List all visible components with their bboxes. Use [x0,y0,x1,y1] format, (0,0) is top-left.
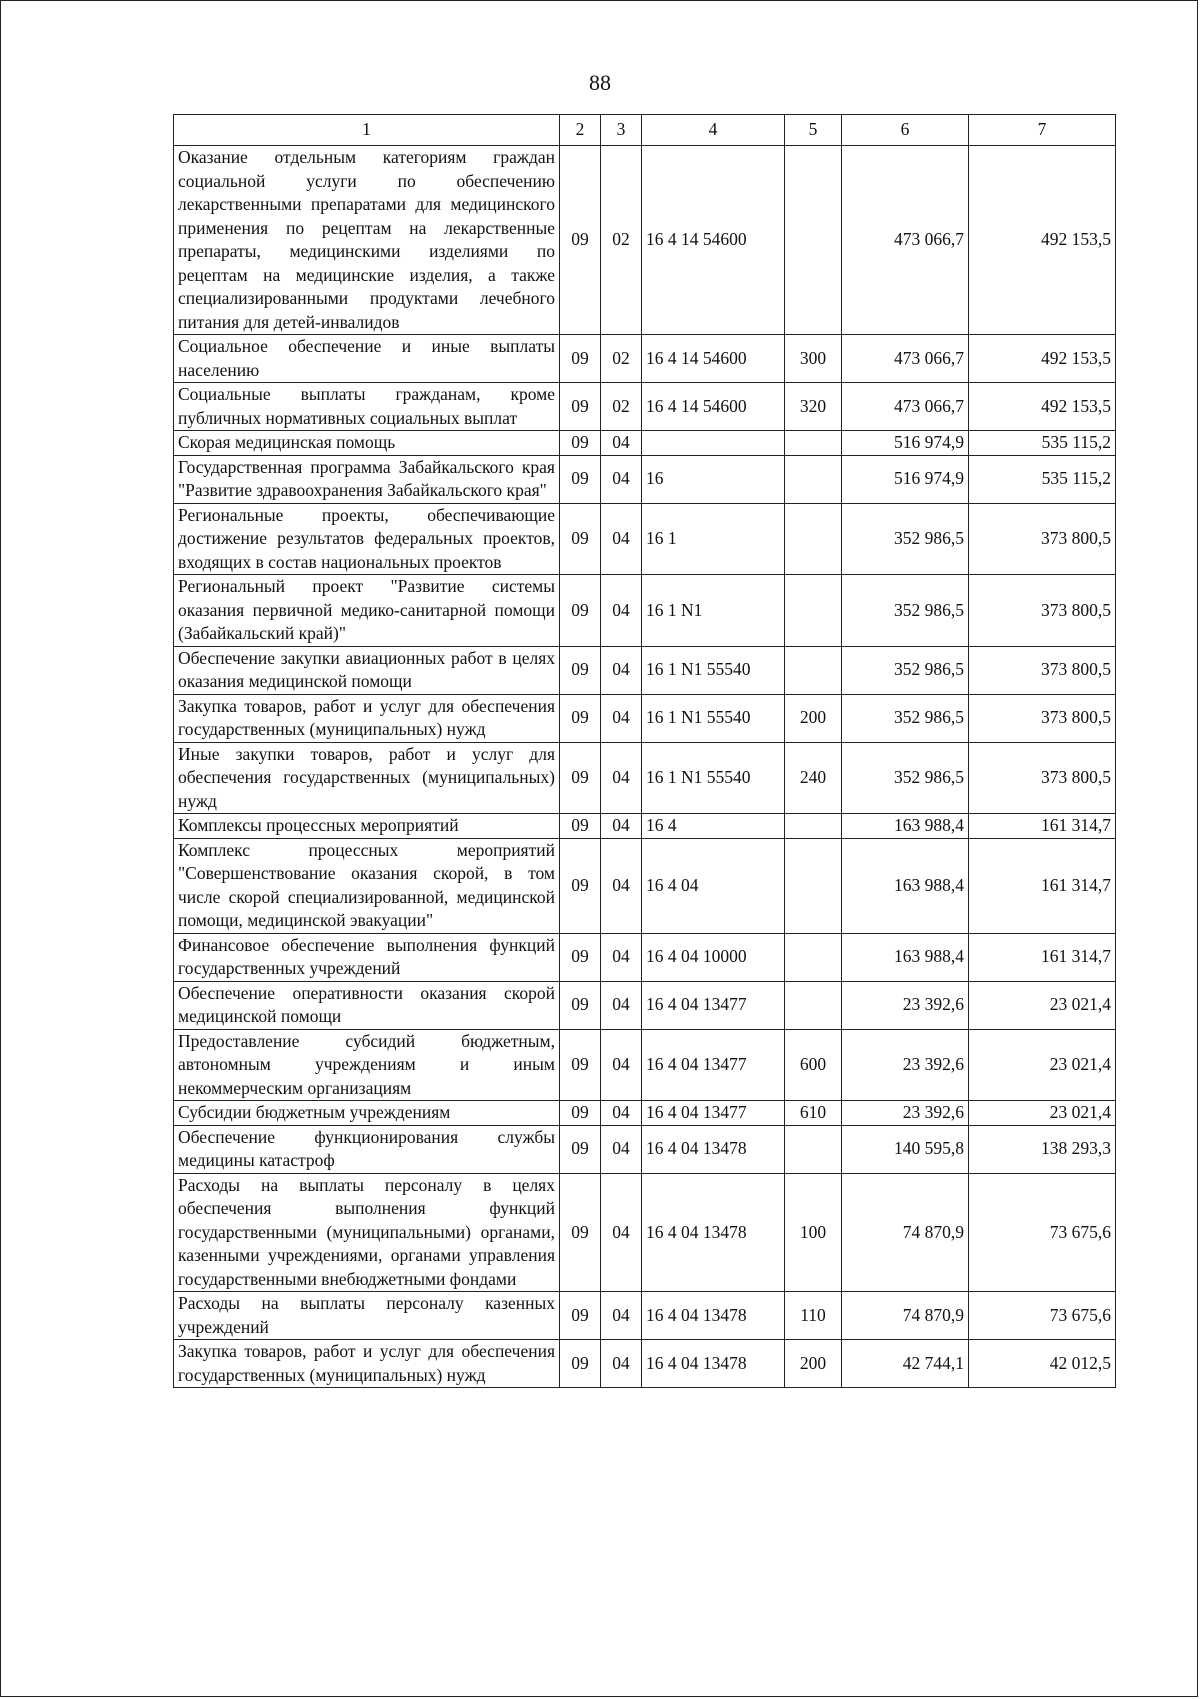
section-code: 09 [560,1173,601,1292]
amount-year-1: 74 870,9 [842,1173,969,1292]
table-row [174,1125,1116,1173]
amount-year-1: 163 988,4 [842,814,969,839]
table-row [174,933,1116,981]
amount-year-1: 352 986,5 [842,646,969,694]
budget-table [173,114,1116,1388]
section-code: 09 [560,1292,601,1340]
subsection-code: 02 [601,146,642,335]
row-description: Скорая медицинская помощь [174,431,560,456]
expense-type-code [785,838,842,933]
target-article-code: 16 4 04 13477 [642,981,785,1029]
table-row [174,1029,1116,1101]
target-article-code: 16 1 N1 55540 [642,694,785,742]
row-description: Предоставление субсидий бюджетным, автономным учреждениям и иным некоммерческим организациям [174,1029,560,1101]
target-article-code: 16 4 04 13477 [642,1101,785,1126]
target-article-code: 16 4 14 54600 [642,335,785,383]
section-code: 09 [560,838,601,933]
target-article-code: 16 4 04 13478 [642,1125,785,1173]
amount-year-2: 373 800,5 [969,742,1116,814]
subsection-code: 04 [601,575,642,647]
table-row [174,646,1116,694]
subsection-code: 04 [601,981,642,1029]
amount-year-1: 473 066,7 [842,146,969,335]
section-code: 09 [560,335,601,383]
target-article-code: 16 4 04 [642,838,785,933]
column-header: 7 [969,115,1116,146]
amount-year-2: 23 021,4 [969,981,1116,1029]
table-row [174,431,1116,456]
row-description: Закупка товаров, работ и услуг для обеспечения государственных (муниципальных) нужд [174,694,560,742]
row-description: Расходы на выплаты персоналу казенных учреждений [174,1292,560,1340]
section-code: 09 [560,933,601,981]
row-description: Государственная программа Забайкальского края "Развитие здравоохранения Забайкальского края" [174,455,560,503]
amount-year-2: 492 153,5 [969,383,1116,431]
section-code: 09 [560,1125,601,1173]
section-code: 09 [560,575,601,647]
target-article-code: 16 1 N1 55540 [642,646,785,694]
expense-type-code [785,503,842,575]
row-description: Закупка товаров, работ и услуг для обеспечения государственных (муниципальных) нужд [174,1340,560,1388]
expense-type-code [785,455,842,503]
amount-year-2: 138 293,3 [969,1125,1116,1173]
expense-type-code [785,431,842,456]
table-body [174,146,1116,1388]
target-article-code: 16 4 04 13478 [642,1292,785,1340]
amount-year-2: 373 800,5 [969,503,1116,575]
target-article-code: 16 4 [642,814,785,839]
row-description: Обеспечение функционирования службы медицины катастроф [174,1125,560,1173]
table-row [174,1101,1116,1126]
table-row [174,146,1116,335]
row-description: Расходы на выплаты персоналу в целях обеспечения выполнения функций государственными (муниципальными) органами, казенными учреждениями, органами управления государственными внебюджетными фондами [174,1173,560,1292]
row-description: Региональные проекты, обеспечивающие достижение результатов федеральных проектов, входящих в состав национальных проектов [174,503,560,575]
section-code: 09 [560,814,601,839]
expense-type-code: 100 [785,1173,842,1292]
amount-year-1: 163 988,4 [842,933,969,981]
subsection-code: 04 [601,1173,642,1292]
table-row [174,575,1116,647]
row-description: Социальное обеспечение и иные выплаты населению [174,335,560,383]
target-article-code: 16 4 04 13478 [642,1340,785,1388]
target-article-code: 16 4 04 10000 [642,933,785,981]
section-code: 09 [560,1029,601,1101]
column-header: 5 [785,115,842,146]
subsection-code: 04 [601,455,642,503]
amount-year-1: 23 392,6 [842,981,969,1029]
row-description: Социальные выплаты гражданам, кроме публичных нормативных социальных выплат [174,383,560,431]
header-row [174,115,1116,146]
table-row [174,814,1116,839]
section-code: 09 [560,431,601,456]
section-code: 09 [560,1340,601,1388]
table-row [174,1173,1116,1292]
subsection-code: 04 [601,1340,642,1388]
amount-year-1: 163 988,4 [842,838,969,933]
table-row [174,981,1116,1029]
column-header: 2 [560,115,601,146]
amount-year-1: 352 986,5 [842,694,969,742]
table-row [174,694,1116,742]
amount-year-2: 73 675,6 [969,1173,1116,1292]
row-description: Обеспечение оперативности оказания скорой медицинской помощи [174,981,560,1029]
table-row [174,1340,1116,1388]
subsection-code: 04 [601,503,642,575]
target-article-code: 16 1 N1 [642,575,785,647]
amount-year-1: 473 066,7 [842,383,969,431]
row-description: Комплексы процессных мероприятий [174,814,560,839]
subsection-code: 04 [601,1029,642,1101]
row-description: Иные закупки товаров, работ и услуг для обеспечения государственных (муниципальных) нужд [174,742,560,814]
amount-year-2: 161 314,7 [969,838,1116,933]
subsection-code: 04 [601,1125,642,1173]
amount-year-1: 352 986,5 [842,575,969,647]
amount-year-1: 23 392,6 [842,1101,969,1126]
expense-type-code: 610 [785,1101,842,1126]
expense-type-code: 110 [785,1292,842,1340]
expense-type-code [785,814,842,839]
target-article-code: 16 4 14 54600 [642,383,785,431]
subsection-code: 04 [601,742,642,814]
expense-type-code [785,1125,842,1173]
expense-type-code [785,981,842,1029]
row-description: Региональный проект "Развитие системы оказания первичной медико-санитарной помощи (Забайкальский край)" [174,575,560,647]
subsection-code: 02 [601,335,642,383]
expense-type-code [785,933,842,981]
section-code: 09 [560,383,601,431]
section-code: 09 [560,455,601,503]
section-code: 09 [560,503,601,575]
amount-year-1: 516 974,9 [842,431,969,456]
amount-year-2: 373 800,5 [969,646,1116,694]
table-row [174,742,1116,814]
expense-type-code: 240 [785,742,842,814]
target-article-code: 16 [642,455,785,503]
table-row [174,383,1116,431]
section-code: 09 [560,646,601,694]
subsection-code: 04 [601,933,642,981]
amount-year-1: 352 986,5 [842,503,969,575]
amount-year-2: 492 153,5 [969,335,1116,383]
column-header: 3 [601,115,642,146]
amount-year-2: 535 115,2 [969,431,1116,456]
expense-type-code [785,646,842,694]
section-code: 09 [560,694,601,742]
row-description: Обеспечение закупки авиационных работ в целях оказания медицинской помощи [174,646,560,694]
target-article-code: 16 4 04 13477 [642,1029,785,1101]
amount-year-2: 161 314,7 [969,933,1116,981]
amount-year-2: 492 153,5 [969,146,1116,335]
subsection-code: 04 [601,1101,642,1126]
subsection-code: 04 [601,814,642,839]
amount-year-2: 42 012,5 [969,1340,1116,1388]
amount-year-2: 535 115,2 [969,455,1116,503]
target-article-code: 16 1 [642,503,785,575]
section-code: 09 [560,1101,601,1126]
expense-type-code: 300 [785,335,842,383]
amount-year-2: 23 021,4 [969,1101,1116,1126]
column-header: 4 [642,115,785,146]
amount-year-1: 473 066,7 [842,335,969,383]
target-article-code [642,431,785,456]
column-header: 6 [842,115,969,146]
amount-year-1: 74 870,9 [842,1292,969,1340]
expense-type-code [785,575,842,647]
expense-type-code: 600 [785,1029,842,1101]
subsection-code: 04 [601,838,642,933]
row-description: Комплекс процессных мероприятий "Совершенствование оказания скорой, в том числе скорой специализированной, медицинской помощи, медицинской эвакуации" [174,838,560,933]
table-row [174,455,1116,503]
amount-year-2: 73 675,6 [969,1292,1116,1340]
table-row [174,335,1116,383]
section-code: 09 [560,742,601,814]
amount-year-1: 23 392,6 [842,1029,969,1101]
amount-year-2: 373 800,5 [969,694,1116,742]
row-description: Финансовое обеспечение выполнения функций государственных учреждений [174,933,560,981]
expense-type-code: 200 [785,1340,842,1388]
column-header: 1 [174,115,560,146]
subsection-code: 04 [601,646,642,694]
target-article-code: 16 4 04 13478 [642,1173,785,1292]
subsection-code: 02 [601,383,642,431]
amount-year-2: 373 800,5 [969,575,1116,647]
subsection-code: 04 [601,431,642,456]
amount-year-2: 161 314,7 [969,814,1116,839]
table-row [174,838,1116,933]
expense-type-code: 200 [785,694,842,742]
amount-year-1: 140 595,8 [842,1125,969,1173]
section-code: 09 [560,146,601,335]
amount-year-1: 42 744,1 [842,1340,969,1388]
table-row [174,503,1116,575]
target-article-code: 16 4 14 54600 [642,146,785,335]
subsection-code: 04 [601,694,642,742]
page-number: 88 [589,70,611,95]
amount-year-2: 23 021,4 [969,1029,1116,1101]
row-description: Оказание отдельным категориям граждан социальной услуги по обеспечению лекарственными препаратами для медицинского применения по рецептам на лекарственные препараты, медицинскими изделиями по рецептам на медицинские изделия, а также специализированными продуктами лечебного питания для детей-инвалидов [174,146,560,335]
amount-year-1: 352 986,5 [842,742,969,814]
row-description: Субсидии бюджетным учреждениям [174,1101,560,1126]
subsection-code: 04 [601,1292,642,1340]
section-code: 09 [560,981,601,1029]
expense-type-code [785,146,842,335]
expense-type-code: 320 [785,383,842,431]
table-row [174,1292,1116,1340]
target-article-code: 16 1 N1 55540 [642,742,785,814]
amount-year-1: 516 974,9 [842,455,969,503]
